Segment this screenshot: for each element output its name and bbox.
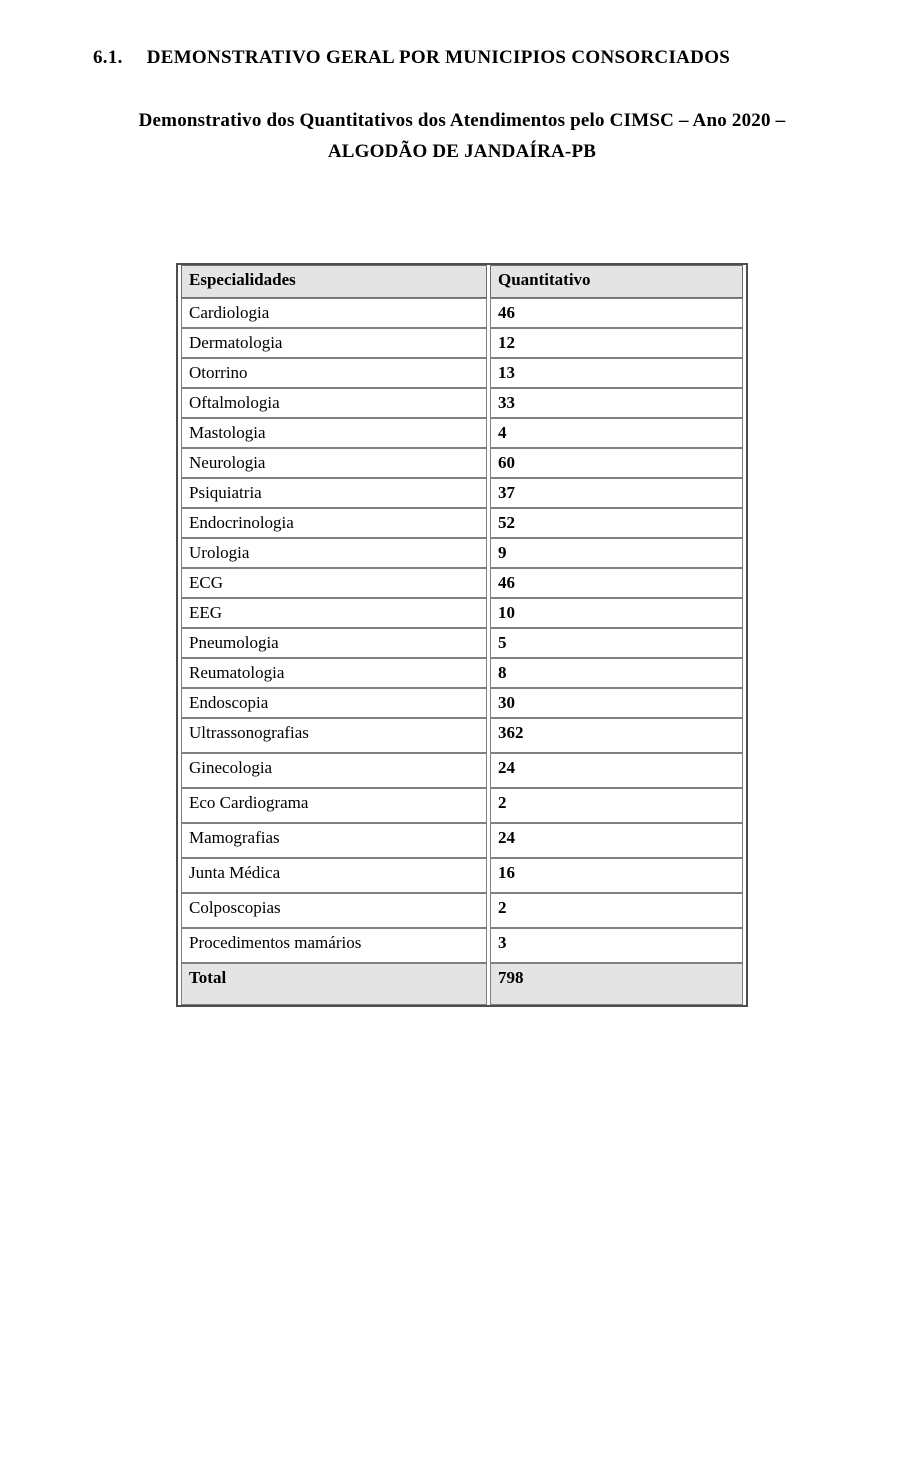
section-heading bbox=[93, 47, 900, 69]
specialty-cell: Endoscopia bbox=[181, 688, 487, 718]
subtitle-line-1: Demonstrativo dos Quantitativos dos Atendimentos pelo CIMSC – Ano 2020 – bbox=[138, 110, 786, 131]
specialty-cell: Oftalmologia bbox=[181, 388, 487, 418]
specialty-cell: Reumatologia bbox=[181, 658, 487, 688]
quantity-cell: 2 bbox=[490, 788, 743, 823]
specialty-cell: Junta Médica bbox=[181, 858, 487, 893]
column-header-quantitativo: Quantitativo bbox=[490, 265, 743, 298]
quantity-cell: 52 bbox=[490, 508, 743, 538]
specialty-cell: Urologia bbox=[181, 538, 487, 568]
quantity-cell: 5 bbox=[490, 628, 743, 658]
table-row bbox=[181, 568, 743, 598]
quantity-cell: 24 bbox=[490, 823, 743, 858]
specialty-cell: Ultrassonografias bbox=[181, 718, 487, 753]
table-row bbox=[181, 598, 743, 628]
table-row bbox=[181, 508, 743, 538]
quantitative-table bbox=[176, 263, 748, 1007]
quantity-cell: 46 bbox=[490, 568, 743, 598]
table-row bbox=[181, 823, 743, 858]
quantity-cell: 2 bbox=[490, 893, 743, 928]
specialty-cell: Psiquiatria bbox=[181, 478, 487, 508]
table-row bbox=[181, 753, 743, 788]
table-row bbox=[181, 928, 743, 963]
table-row bbox=[181, 418, 743, 448]
table-header-row bbox=[181, 265, 743, 298]
table-row bbox=[181, 628, 743, 658]
specialty-cell: Mamografias bbox=[181, 823, 487, 858]
quantity-cell: 30 bbox=[490, 688, 743, 718]
quantity-cell: 33 bbox=[490, 388, 743, 418]
table-row bbox=[181, 788, 743, 823]
specialty-cell: Neurologia bbox=[181, 448, 487, 478]
total-value-cell: 798 bbox=[490, 963, 743, 1005]
table-row bbox=[181, 858, 743, 893]
quantity-cell: 46 bbox=[490, 298, 743, 328]
quantity-cell: 3 bbox=[490, 928, 743, 963]
table-row bbox=[181, 448, 743, 478]
specialty-cell: Endocrinologia bbox=[181, 508, 487, 538]
specialty-cell: Ginecologia bbox=[181, 753, 487, 788]
specialty-cell: Eco Cardiograma bbox=[181, 788, 487, 823]
specialty-cell: ECG bbox=[181, 568, 487, 598]
quantity-cell: 37 bbox=[490, 478, 743, 508]
specialty-cell: Otorrino bbox=[181, 358, 487, 388]
section-title: DEMONSTRATIVO GERAL POR MUNICIPIOS CONSORCIADOS bbox=[146, 47, 731, 68]
quantity-cell: 4 bbox=[490, 418, 743, 448]
document-subtitle bbox=[94, 105, 830, 167]
specialty-cell: Colposcopias bbox=[181, 893, 487, 928]
quantity-cell: 8 bbox=[490, 658, 743, 688]
table-row bbox=[181, 298, 743, 328]
specialty-cell: Cardiologia bbox=[181, 298, 487, 328]
quantity-cell: 24 bbox=[490, 753, 743, 788]
table-row bbox=[181, 478, 743, 508]
table-row bbox=[181, 538, 743, 568]
table-row bbox=[181, 893, 743, 928]
quantity-cell: 9 bbox=[490, 538, 743, 568]
table-row bbox=[181, 328, 743, 358]
quantity-cell: 10 bbox=[490, 598, 743, 628]
section-number: 6.1. bbox=[93, 47, 123, 68]
table-total-row bbox=[181, 963, 743, 1005]
quantity-cell: 16 bbox=[490, 858, 743, 893]
specialty-cell: EEG bbox=[181, 598, 487, 628]
quantity-cell: 13 bbox=[490, 358, 743, 388]
quantity-cell: 60 bbox=[490, 448, 743, 478]
quantity-cell: 12 bbox=[490, 328, 743, 358]
table-row bbox=[181, 388, 743, 418]
table-row bbox=[181, 718, 743, 753]
table-row bbox=[181, 358, 743, 388]
specialty-cell: Mastologia bbox=[181, 418, 487, 448]
total-label-cell: Total bbox=[181, 963, 487, 1005]
subtitle-line-2: ALGODÃO DE JANDAÍRA-PB bbox=[327, 141, 597, 162]
specialty-cell: Procedimentos mamários bbox=[181, 928, 487, 963]
column-header-especialidades: Especialidades bbox=[181, 265, 487, 298]
specialty-cell: Dermatologia bbox=[181, 328, 487, 358]
table-row bbox=[181, 658, 743, 688]
table-row bbox=[181, 688, 743, 718]
quantity-cell: 362 bbox=[490, 718, 743, 753]
specialty-cell: Pneumologia bbox=[181, 628, 487, 658]
